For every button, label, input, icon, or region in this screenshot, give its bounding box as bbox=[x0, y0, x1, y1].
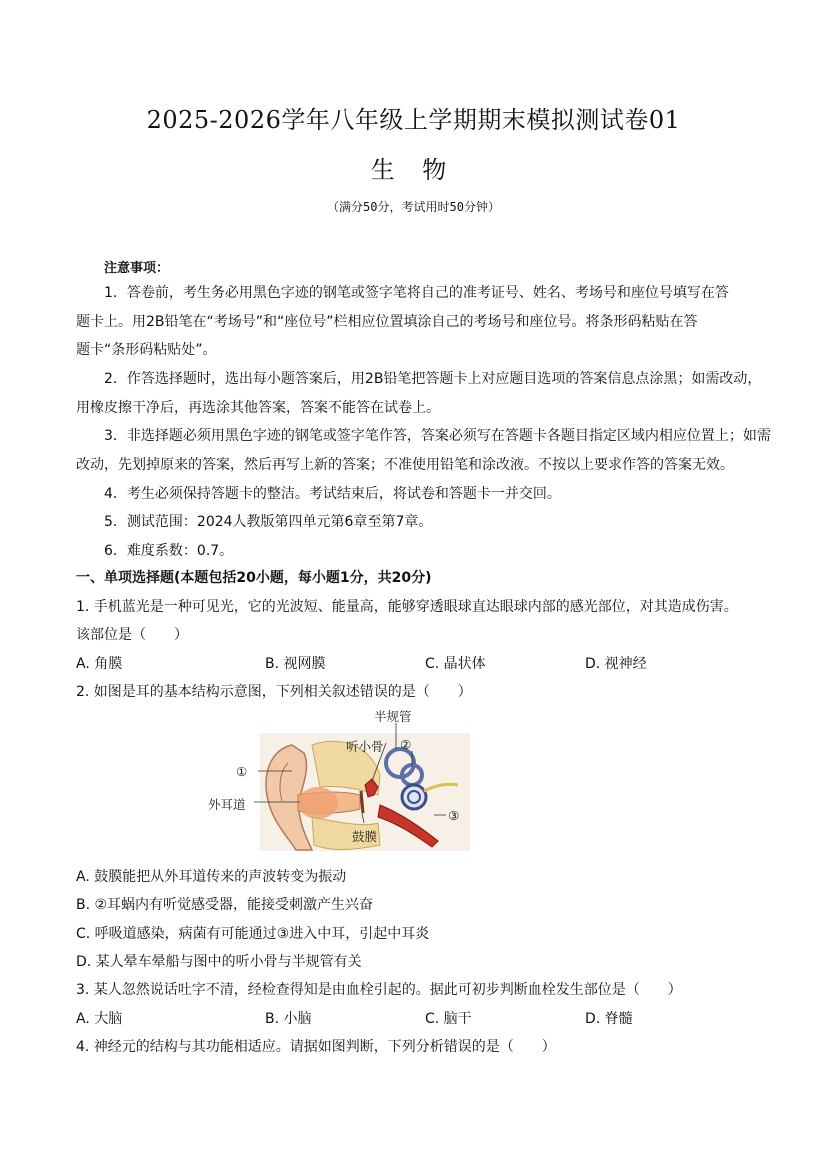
subject-title: 生 物 bbox=[370, 156, 457, 184]
label-number-3: ③ bbox=[448, 808, 460, 823]
ear-structure-figure bbox=[200, 705, 480, 855]
label-number-1: ① bbox=[236, 764, 248, 779]
label-number-2: ② bbox=[400, 737, 412, 752]
section-heading: 一、单项选择题(本题包括20小题，每小题1分，共20分) bbox=[76, 570, 432, 586]
notes-line: 改动，先划掉原来的答案，然后再写上新的答案；不准使用铅笔和涂改液。不按以上要求作答的答案无效。 bbox=[76, 457, 734, 473]
question-1-stem-cont: 该部位是（ ） bbox=[76, 627, 188, 643]
notes-line: 3．非选择题必须用黑色字迹的钢笔或签字笔作答，答案必须写在答题卡各题目指定区域内相应位置上；如需 bbox=[104, 428, 771, 444]
q2-option-b: B. ②耳蜗内有听觉感受器，能接受刺激产生兴奋 bbox=[76, 897, 374, 913]
q1-option-a: A. 角膜 bbox=[76, 656, 123, 672]
label-eardrum: 鼓膜 bbox=[352, 829, 378, 844]
q2-option-c: C. 呼吸道感染，病菌有可能通过③进入中耳，引起中耳炎 bbox=[76, 926, 430, 942]
notes-line: 5．测试范围：2024人教版第四单元第6章至第7章。 bbox=[104, 514, 433, 530]
question-2-stem: 2. 如图是耳的基本结构示意图，下列相关叙述错误的是（ ） bbox=[76, 684, 472, 700]
notes-line: 题卡“条形码粘贴处”。 bbox=[76, 342, 217, 358]
label-semicircular-canal: 半规管 bbox=[374, 709, 412, 724]
question-3-stem: 3. 某人忽然说话吐字不清，经检查得知是由血栓引起的。据此可初步判断血栓发生部位是（ ） bbox=[76, 982, 682, 998]
q3-option-b: B. 小脑 bbox=[265, 1011, 312, 1027]
score-note: （满分50分，考试用时50分钟） bbox=[327, 200, 500, 214]
q2-option-a: A. 鼓膜能把从外耳道传来的声波转变为振动 bbox=[76, 869, 347, 885]
notes-heading: 注意事项： bbox=[104, 261, 170, 276]
q1-option-c: C. 晶状体 bbox=[425, 656, 486, 672]
notes-line: 1．答卷前，考生务必用黑色字迹的钢笔或签字笔将自己的准考证号、姓名、考场号和座位号填写在答 bbox=[104, 285, 729, 301]
notes-line: 题卡上。用2B铅笔在“考场号”和“座位号”栏相应位置填涂自己的考场号和座位号。将条形码粘贴在答 bbox=[76, 314, 698, 330]
exam-title: 2025-2026学年八年级上学期期末模拟测试卷01 bbox=[146, 106, 681, 134]
ear-diagram-svg bbox=[200, 705, 480, 855]
question-1-stem: 1. 手机蓝光是一种可见光，它的光波短、能量高，能够穿透眼球直达眼球内部的感光部位，对其造成伤害。 bbox=[76, 599, 738, 615]
eardrum-shape bbox=[361, 791, 363, 813]
question-4-stem: 4. 神经元的结构与其功能相适应。请据如图判断，下列分析错误的是（ ） bbox=[76, 1039, 556, 1055]
q1-option-b: B. 视网膜 bbox=[265, 656, 326, 672]
notes-line: 6．难度系数：0.7。 bbox=[104, 543, 234, 559]
cochlea-shape bbox=[402, 785, 426, 809]
ear-canal-shading bbox=[298, 787, 338, 819]
q2-option-d: D. 某人晕车晕船与图中的听小骨与半规管有关 bbox=[76, 954, 362, 970]
q3-option-c: C. 脑干 bbox=[425, 1011, 472, 1027]
label-ear-canal: 外耳道 bbox=[208, 797, 246, 812]
notes-line: 4．考生必须保持答题卡的整洁。考试结束后，将试卷和答题卡一并交回。 bbox=[104, 486, 561, 502]
q1-option-d: D. 视神经 bbox=[585, 656, 647, 672]
label-ossicles: 听小骨 bbox=[346, 739, 384, 754]
q3-option-d: D. 脊髓 bbox=[585, 1011, 633, 1027]
q3-option-a: A. 大脑 bbox=[76, 1011, 123, 1027]
notes-line: 2．作答选择题时，选出每小题答案后，用2B铅笔把答题卡上对应题目选项的答案信息点涂黑；如需改动， bbox=[104, 371, 762, 387]
notes-line: 用橡皮擦干净后，再选涂其他答案，答案不能答在试卷上。 bbox=[76, 400, 440, 416]
